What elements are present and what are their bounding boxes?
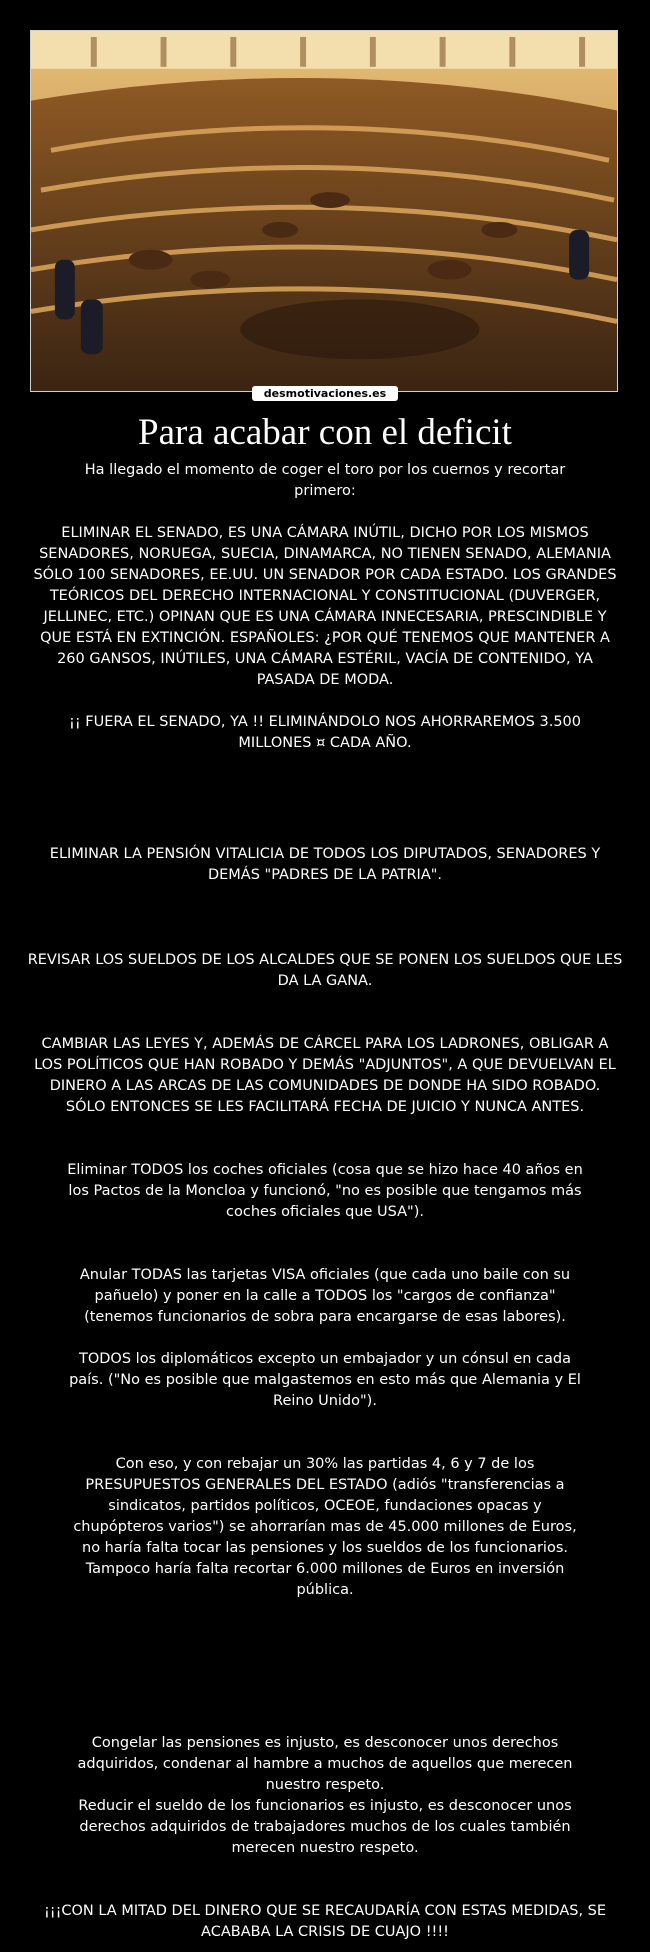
intro-line: Ha llegado el momento de coger el toro por los cuernos y recortar: [84, 462, 566, 478]
pension-line: ELIMINAR LA PENSIÓN VITALICIA DE TODOS LOS DIPUTADOS, SENADORES Y: [49, 846, 601, 862]
presupuestos-line: Tampoco haría falta recortar 6.000 millones de Euros en inversión: [85, 1561, 565, 1577]
pensiones-line: nuestro respeto.: [265, 1777, 385, 1793]
leyes-line: CAMBIAR LAS LEYES Y, ADEMÁS DE CÁRCEL PARA LOS LADRONES, OBLIGAR A: [41, 1036, 609, 1052]
senado-line: PASADA DE MODA.: [256, 672, 394, 688]
senado-line: 260 GANSOS, INÚTILES, UNA CÁMARA ESTÉRIL, VACÍA DE CONTENIDO, YA: [57, 651, 593, 667]
senado-line: SENADORES, NORUEGA, SUECIA, DINAMARCA, NO TIENEN SENADO, ALEMANIA: [39, 546, 611, 562]
presupuestos-line: chupópteros varios") se ahorrarían mas de 45.000 millones de Euros,: [73, 1519, 577, 1535]
pensiones-line: derechos adquiridos de trabajadores muchos de los cuales también: [79, 1819, 571, 1835]
pensiones-line: adquiridos, condenar al hambre a muchos de aquellos que merecen: [77, 1756, 573, 1772]
senado-line: QUE ESTÁ EN EXTINCIÓN. ESPAÑOLES: ¿POR QUÉ TENEMOS QUE MANTENER A: [40, 630, 610, 646]
leyes-line: DINERO A LAS ARCAS DE LAS COMUNIDADES DE DONDE HA SIDO ROBADO.: [49, 1078, 601, 1094]
presupuestos-line: pública.: [296, 1582, 354, 1598]
presupuestos-line: no haría falta tocar las pensiones y los sueldos de los funcionarios.: [82, 1540, 568, 1556]
pension-line: DEMÁS "PADRES DE LA PATRIA".: [207, 867, 443, 883]
senado-line: SÓLO 100 SENADORES, EE.UU. UN SENADOR POR CADA ESTADO. LOS GRANDES: [33, 567, 617, 583]
coches-line: los Pactos de la Moncloa y funcionó, "no es posible que tengamos más: [68, 1183, 582, 1199]
senate-chamber-photo: [30, 30, 618, 392]
pensiones-line: Congelar las pensiones es injusto, es desconocer unos derechos: [91, 1735, 559, 1751]
sueldos-line: REVISAR LOS SUELDOS DE LOS ALCALDES QUE SE PONEN LOS SUELDOS QUE LES: [27, 952, 623, 968]
pensiones-line: Reducir el sueldo de los funcionarios es injusto, es desconocer unos: [78, 1798, 572, 1814]
diplomaticos-line: país. ("No es posible que malgastemos en esto más que Alemania y El: [69, 1372, 581, 1388]
presupuestos-line: Con eso, y con rebajar un 30% las partidas 4, 6 y 7 de los: [115, 1456, 535, 1472]
leyes-line: LOS POLÍTICOS QUE HAN ROBADO Y DEMÁS "ADJUNTOS", A QUE DEVUELVAN EL: [34, 1057, 616, 1073]
senado-line: ELIMINAR EL SENADO, ES UNA CÁMARA INÚTIL, DICHO POR LOS MISMOS: [61, 525, 589, 541]
senado-line: TEÓRICOS DEL DERECHO INTERNACIONAL Y CONSTITUCIONAL (DUVERGER,: [49, 588, 601, 604]
senate-chamber-illustration: [31, 31, 617, 391]
visa-line: pañuelo) y poner en la calle a TODOS los "cargos de confianza": [94, 1288, 556, 1304]
pensiones-line: merecen nuestro respeto.: [231, 1840, 419, 1856]
visa-line: (tenemos funcionarios de sobra para encargarse de esas labores).: [84, 1309, 566, 1325]
final-line: ¡¡¡CON LA MITAD DEL DINERO QUE SE RECAUDARÍA CON ESTAS MEDIDAS, SE: [43, 1903, 607, 1919]
diplomaticos-line: TODOS los diplomáticos excepto un embajador y un cónsul en cada: [79, 1351, 571, 1367]
presupuestos-line: sindicatos, partidos políticos, OCEOE, fundaciones opacas y: [108, 1498, 542, 1514]
sueldos-line: DA LA GANA.: [277, 973, 373, 989]
watermark-label: desmotivaciones.es: [252, 386, 398, 401]
fuera-line: MILLONES ¤ CADA AÑO.: [238, 735, 412, 751]
diplomaticos-line: Reino Unido").: [273, 1393, 377, 1409]
intro-line: primero:: [294, 483, 356, 499]
body-text: [0, 460, 650, 1943]
presupuestos-line: PRESUPUESTOS GENERALES DEL ESTADO (adiós "transferencias a: [85, 1477, 565, 1493]
fuera-line: ¡¡ FUERA EL SENADO, YA !! ELIMINÁNDOLO NOS AHORRAREMOS 3.500: [69, 714, 581, 730]
coches-line: Eliminar TODOS los coches oficiales (cosa que se hizo hace 40 años en: [67, 1162, 583, 1178]
coches-line: coches oficiales que USA").: [226, 1204, 424, 1220]
visa-line: Anular TODAS las tarjetas VISA oficiales (que cada uno baile con su: [79, 1267, 571, 1283]
senado-line: JELLINEC, ETC.) OPINAN QUE ES UNA CÁMARA INNECESARIA, PRESCINDIBLE Y: [43, 609, 607, 625]
final-line: ACABABA LA CRISIS DE CUAJO !!!!: [201, 1924, 449, 1940]
leyes-line: SÓLO ENTONCES SE LES FACILITARÁ FECHA DE JUICIO Y NUNCA ANTES.: [65, 1099, 585, 1115]
poster-title: Para acabar con el deficit: [138, 412, 512, 453]
